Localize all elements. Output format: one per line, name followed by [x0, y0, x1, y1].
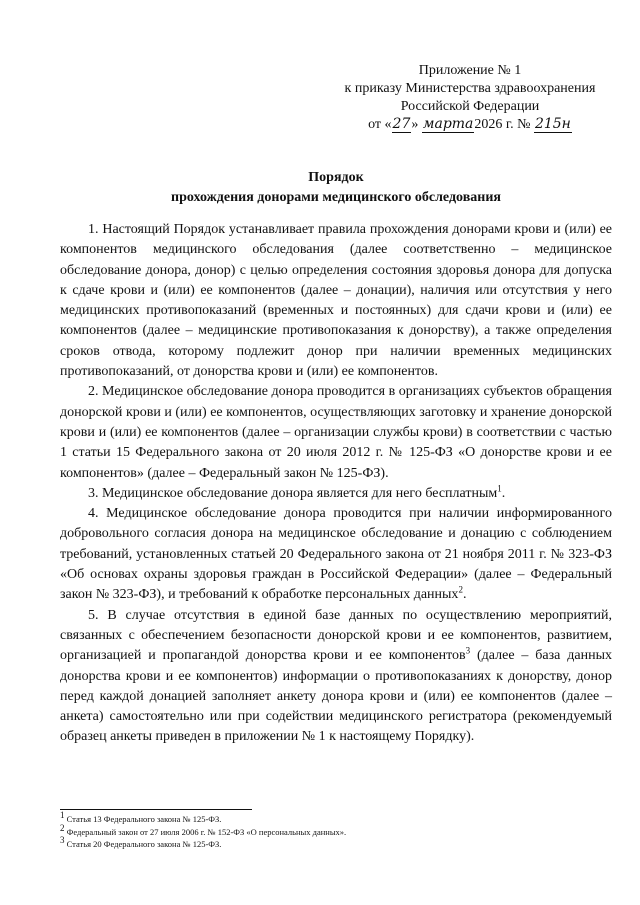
paragraph-5	[60, 606, 612, 748]
footnote-divider	[60, 809, 252, 810]
footnote-text: Статья 13 Федерального закона № 125-ФЗ.	[64, 814, 222, 824]
footnote-text: Федеральный закон от 27 июля 2006 г. № 152-ФЗ «О персональных данных».	[64, 826, 347, 837]
paragraph-text: 5. В случае отсутствия в единой базе данных по осуществлению мероприятий, связанных с обеспечением безопасности донорской крови и ее компонентов, развитием, организацией и пропагандой донорства крови и ее компонентов	[60, 607, 612, 664]
appendix-number: Приложение № 1	[418, 63, 522, 78]
footnote-ref-2[interactable]: 2	[458, 584, 463, 595]
paragraph-text: 1. Настоящий Порядок устанавливает правила прохождения донорами крови и (или) ее компонентов медицинского обследования (далее соответственно – медицинское обследование донора, донор) с целью определения состояния здоровья донора для допуска к сдаче крови и (или) ее компонентов (далее – донации), наличия или отсутствия у него медицинских противопоказаний (временных и постоянных) для сдачи крови и (или) ее компонентов (далее – медицинские противопоказания к донорству), а также определения сроков отвода, которому подлежит донор при наличии временных медицинских противопоказаний, от донорства крови и (или) ее компонентов.	[60, 222, 612, 380]
appendix-date-line	[330, 116, 610, 134]
paragraph-text: 2. Медицинское обследование донора проводится в организациях субъектов обращения донорской крови и (или) ее компонентов, осуществляющих заготовку и хранение донорской крови и (или) ее компонентов (далее – организации службы крови) в соответствии с частью 1 статьи 15 Федерального закона от 20 июля 2012 г. № 125-ФЗ «О донорстве крови и ее компонентов» (далее – Федеральный закон № 125-ФЗ).	[60, 384, 612, 481]
paragraph-3	[60, 484, 612, 504]
document-title	[60, 168, 612, 208]
title-line-2: прохождения донорами медицинского обследования	[171, 190, 501, 205]
footnote-mark: 2	[60, 822, 65, 833]
paragraph-2	[60, 382, 612, 483]
paragraph-1	[60, 220, 612, 382]
footnote-mark: 1	[60, 810, 65, 821]
date-month-handwritten: марта	[422, 116, 474, 132]
document-body	[60, 220, 612, 748]
appendix-federation: Российской Федерации	[400, 99, 540, 114]
paragraph-4	[60, 504, 612, 605]
paragraph-tail: .	[501, 485, 506, 501]
date-year: 2026 г. №	[474, 117, 531, 132]
footnotes	[60, 810, 612, 851]
footnote-3	[60, 835, 612, 851]
paragraph-tail: .	[462, 587, 467, 603]
footnote-1	[60, 810, 612, 826]
paragraph-text: 4. Медицинское обследование донора проводится при наличии информированного добровольного согласия донора на медицинское обследование и донацию с соблюдением требований, установленных статьей 20 Федерального закона от 21 ноября 2011 г. № 323-ФЗ «Об основах охраны здоровья граждан в Российской Федерации» (далее – Федеральный закон № 323-ФЗ), и требований к обработке персональных данных	[60, 506, 612, 603]
footnote-2	[60, 822, 612, 839]
footnote-ref-3[interactable]: 3	[465, 645, 471, 656]
date-prefix: от «	[368, 117, 392, 132]
footnote-mark: 3	[60, 835, 65, 846]
appendix-header	[330, 62, 610, 134]
date-day-handwritten: 27	[392, 116, 411, 132]
appendix-order-ref: к приказу Министерства здравоохранения	[344, 81, 596, 96]
date-quote: »	[411, 117, 419, 132]
paragraph-text: 3. Медицинское обследование донора является для него бесплатным	[88, 485, 498, 501]
footnote-text: Статья 20 Федерального закона № 125-ФЗ.	[64, 839, 222, 849]
footnote-ref-1[interactable]: 1	[497, 483, 502, 494]
order-number-handwritten: 215н	[534, 116, 571, 132]
title-line-1: Порядок	[308, 170, 364, 185]
paragraph-tail: (далее – база данных донорства крови и ее компонентов) информации о противопоказаниях к донорству, донор перед каждой донацией заполняет анкету донора крови и (или) ее компонентов (далее – анкета) самостоятельно или при содействии медицинского регистратора (рекомендуемый образец анкеты приведен в приложении № 1 к настоящему Порядку).	[60, 648, 612, 745]
